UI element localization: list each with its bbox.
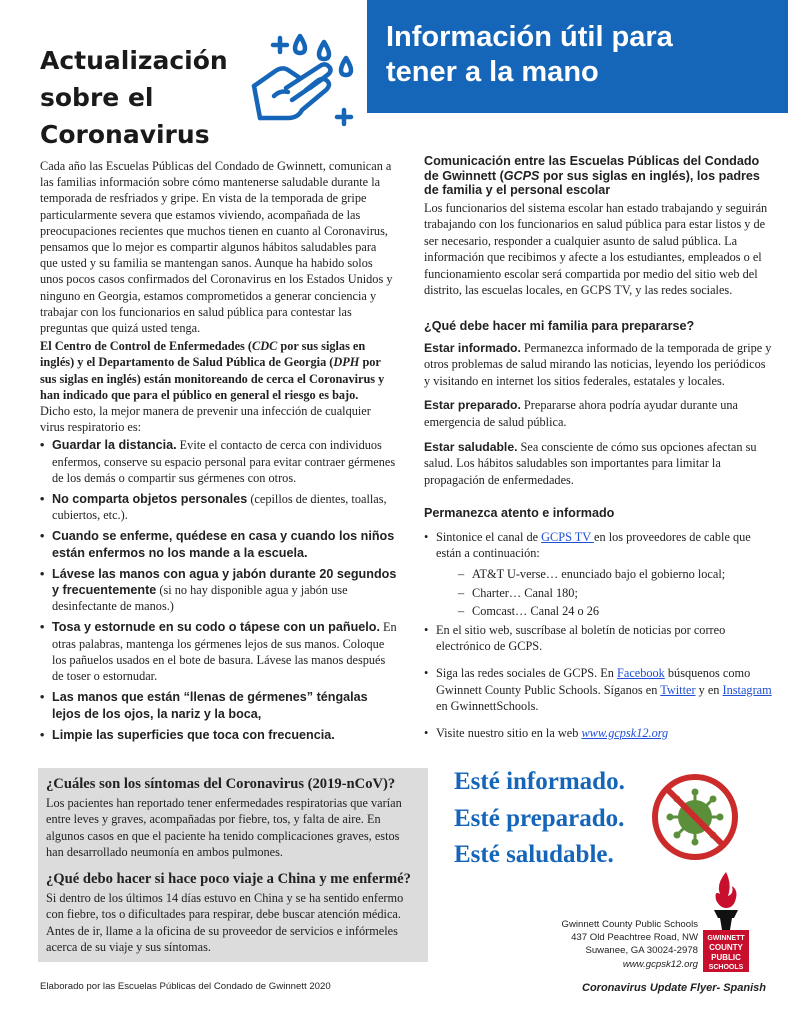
instagram-link[interactable]: Instagram (722, 682, 772, 697)
cdc-paragraph: El Centro de Control de Enfermedades (CDC por sus siglas en inglés) y el Departamento de Salud Pública de Georgia (DPH por sus siglas en inglés) están monitoreando de cerca el Coronavirus y han indicado que para el público en general el riesgo es bajo. (40, 339, 385, 402)
prepared-paragraph: Estar preparado. Prepararse ahora podría ayudar durante una emergencia de salud pública. (424, 398, 739, 429)
list-item: • Tosa y estornude en su codo o tápese con un pañuelo. En otras palabras, mantenga los gérmenes lejos de sus manos. Coloque los pañuelos usados en el bote de basura. Lávese las manos después de toser o estornudar. (40, 619, 397, 684)
page-title: Actualización sobre el Coronavirus (40, 46, 228, 149)
city: Suwanee, GA 30024-2978 (585, 945, 698, 957)
list-item: • Visite nuestro sitio en la web www.gcpsk12.org (424, 725, 774, 742)
list-item: – Comcast… Canal 24 o 26 (458, 603, 774, 620)
torch-logo (700, 868, 752, 976)
list-item: • Siga las redes sociales de GCPS. En Facebook búsquenos como Gwinnett County Public Schools. Síganos en Twitter y en Instagram en GwinnettSchools. (424, 665, 774, 715)
list-item: • Cuando se enferme, quédese en casa y cuando los niños están enfermos no los mande a la escuela. (40, 528, 397, 560)
footer-flyer-label: Coronavirus Update Flyer- Spanish (582, 982, 766, 994)
intro-paragraph: Cada año las Escuelas Públicas del Condado de Gwinnett, comunican a las familias información sobre cómo mantenerse saludable durante la temporada de resfriados y gripe. En vista de la temporada de gripe particularmente severa que estamos viviendo, acompañada de las preocupaciones recientes que muchos tienen en cuanto al Coronavirus, pensamos que lo mejor es compartir algunos hábitos saludables para que usted y su familia se mantengan sanos. Aunque ha habido solos unos pocos casos confirmados del Coronavirus en los Estados Unidos y ninguno en Georgia, estamos comprometidos a generar conciencia y trabajar con los funcionarios en salud pública para contestar las preguntas que quizá usted tenga. (40, 159, 393, 336)
list-item: • Las manos que están “llenas de gérmenes” téngalas lejos de los ojos, la nariz y la boca, (40, 689, 397, 721)
symptoms-answer: Los pacientes han reportado tener enfermedades respiratorias que varían entre leves y graves, acompañadas por fiebre, tos, y falta de aire. En algunos casos en que el paciente ha tenido complicaciones graves, estos han desarrollado neumonía en ambos pulmones. (46, 795, 402, 860)
logo-line1: GWINNETT (707, 935, 745, 942)
street: 437 Old Peachtree Road, NW (571, 932, 698, 944)
left-column (40, 158, 397, 748)
list-item: • Limpie las superficies que toca con frecuencia. (40, 727, 397, 743)
address-block (520, 918, 698, 971)
list-item: • No comparta objetos personales (cepillos de dientes, toallas, cubiertos, etc.). (40, 491, 397, 523)
slogan-healthy: Esté saludable. (454, 841, 614, 868)
communication-text: Los funcionarios del sistema escolar han estado trabajando y seguirán trabajando con los funcionarios en salud pública para estar listos y de ser necesario, responder a cualquier asunto de salud pública. La información que recibimos y afecte a los estudiantes, empleados o el funcionamiento escolar será compartida por medio del sitio web del distrito, las escuelas locales, en GCPS TV, y las redes sociales. (424, 200, 768, 298)
twitter-link[interactable]: Twitter (660, 682, 696, 697)
list-item: – Charter… Canal 180; (458, 585, 774, 602)
list-item: – AT&T U-verse… enunciado bajo el gobierno local; (458, 566, 774, 583)
logo-line2: COUNTY (709, 943, 743, 952)
slogan-prepared: Esté preparado. (454, 805, 625, 832)
banner-title: Información útil para tener a la mano (386, 21, 673, 88)
logo-line4: SCHOOLS (708, 964, 744, 971)
no-virus-icon (650, 772, 740, 862)
logo-line3: PUBLIC (711, 953, 741, 962)
prevent-paragraph: Dicho esto, la mejor manera de prevenir una infección de cualquier virus respiratorio es: (40, 404, 371, 435)
web-address: www.gcpsk12.org (622, 958, 698, 970)
informed-paragraph: Estar informado. Permanezca informado de la temporada de gripe y otros problemas de salud mirando las noticias, leyendo los periódicos y visitando en internet los sitios federales, estatales y locales. (424, 340, 772, 388)
slogan-informed: Esté informado. (454, 768, 625, 795)
prepare-heading: ¿Qué debe hacer mi familia para prepararse? (424, 319, 695, 334)
website-link[interactable]: www.gcpsk12.org (581, 725, 669, 740)
travel-question: ¿Qué debo hacer si hace poco viaje a China y me enfermé? (46, 870, 411, 887)
hand-washing-icon (240, 26, 360, 136)
footer-credit: Elaborado por las Escuelas Públicas del Condado de Gwinnett 2020 (40, 981, 331, 992)
communication-heading: Comunicación entre las Escuelas Públicas del Condado de Gwinnett (GCPS por sus siglas en inglés), los padres de familia y el personal escolar (424, 154, 760, 197)
right-column (424, 154, 774, 751)
healthy-paragraph: Estar saludable. Sea consciente de cómo sus opciones afectan su salud. Los hábitos saludables son importantes para limitar la propagación de enfermedades. (424, 439, 757, 487)
facebook-link[interactable]: Facebook (617, 665, 665, 680)
faq-content (46, 776, 420, 956)
prevention-list (40, 437, 397, 742)
gcps-tv-link[interactable]: GCPS TV (541, 529, 595, 544)
symptoms-question: ¿Cuáles son los síntomas del Coronavirus (2019-nCoV)? (46, 776, 396, 792)
travel-answer: Si dentro de los últimos 14 días estuvo en China y se ha sentido enfermo con fiebre, tos o dificultades para respirar, debe buscar atención médica. Antes de ir, llame a la oficina de su proveedor de servicios e infórmeles acerca de su viaje y sus síntomas. (46, 890, 404, 955)
list-item: • Guardar la distancia. Evite el contacto de cerca con individuos enfermos, conserve su espacio personal para evitar contraer gérmenes de los demás o compartir sus gérmenes con otros. (40, 437, 397, 486)
list-item: • Lávese las manos con agua y jabón durante 20 segundos y frecuentemente (si no hay disponible agua y jabón use desinfectante de manos.) (40, 566, 397, 615)
attentive-heading: Permanezca atento e informado (424, 506, 615, 521)
list-item: • Sintonice el canal de GCPS TV en los proveedores de cable que están a continuación: – AT&T U-verse… enunciado bajo el gobierno local; – Charter… Canal 180; – Comcast… Canal 24 o 26 (424, 529, 774, 620)
provider-list (436, 566, 774, 620)
info-list (424, 529, 774, 742)
list-item: • En el sitio web, suscríbase al boletín de noticias por correo electrónico de GCPS. (424, 622, 774, 655)
org-name: Gwinnett County Public Schools (561, 919, 698, 930)
